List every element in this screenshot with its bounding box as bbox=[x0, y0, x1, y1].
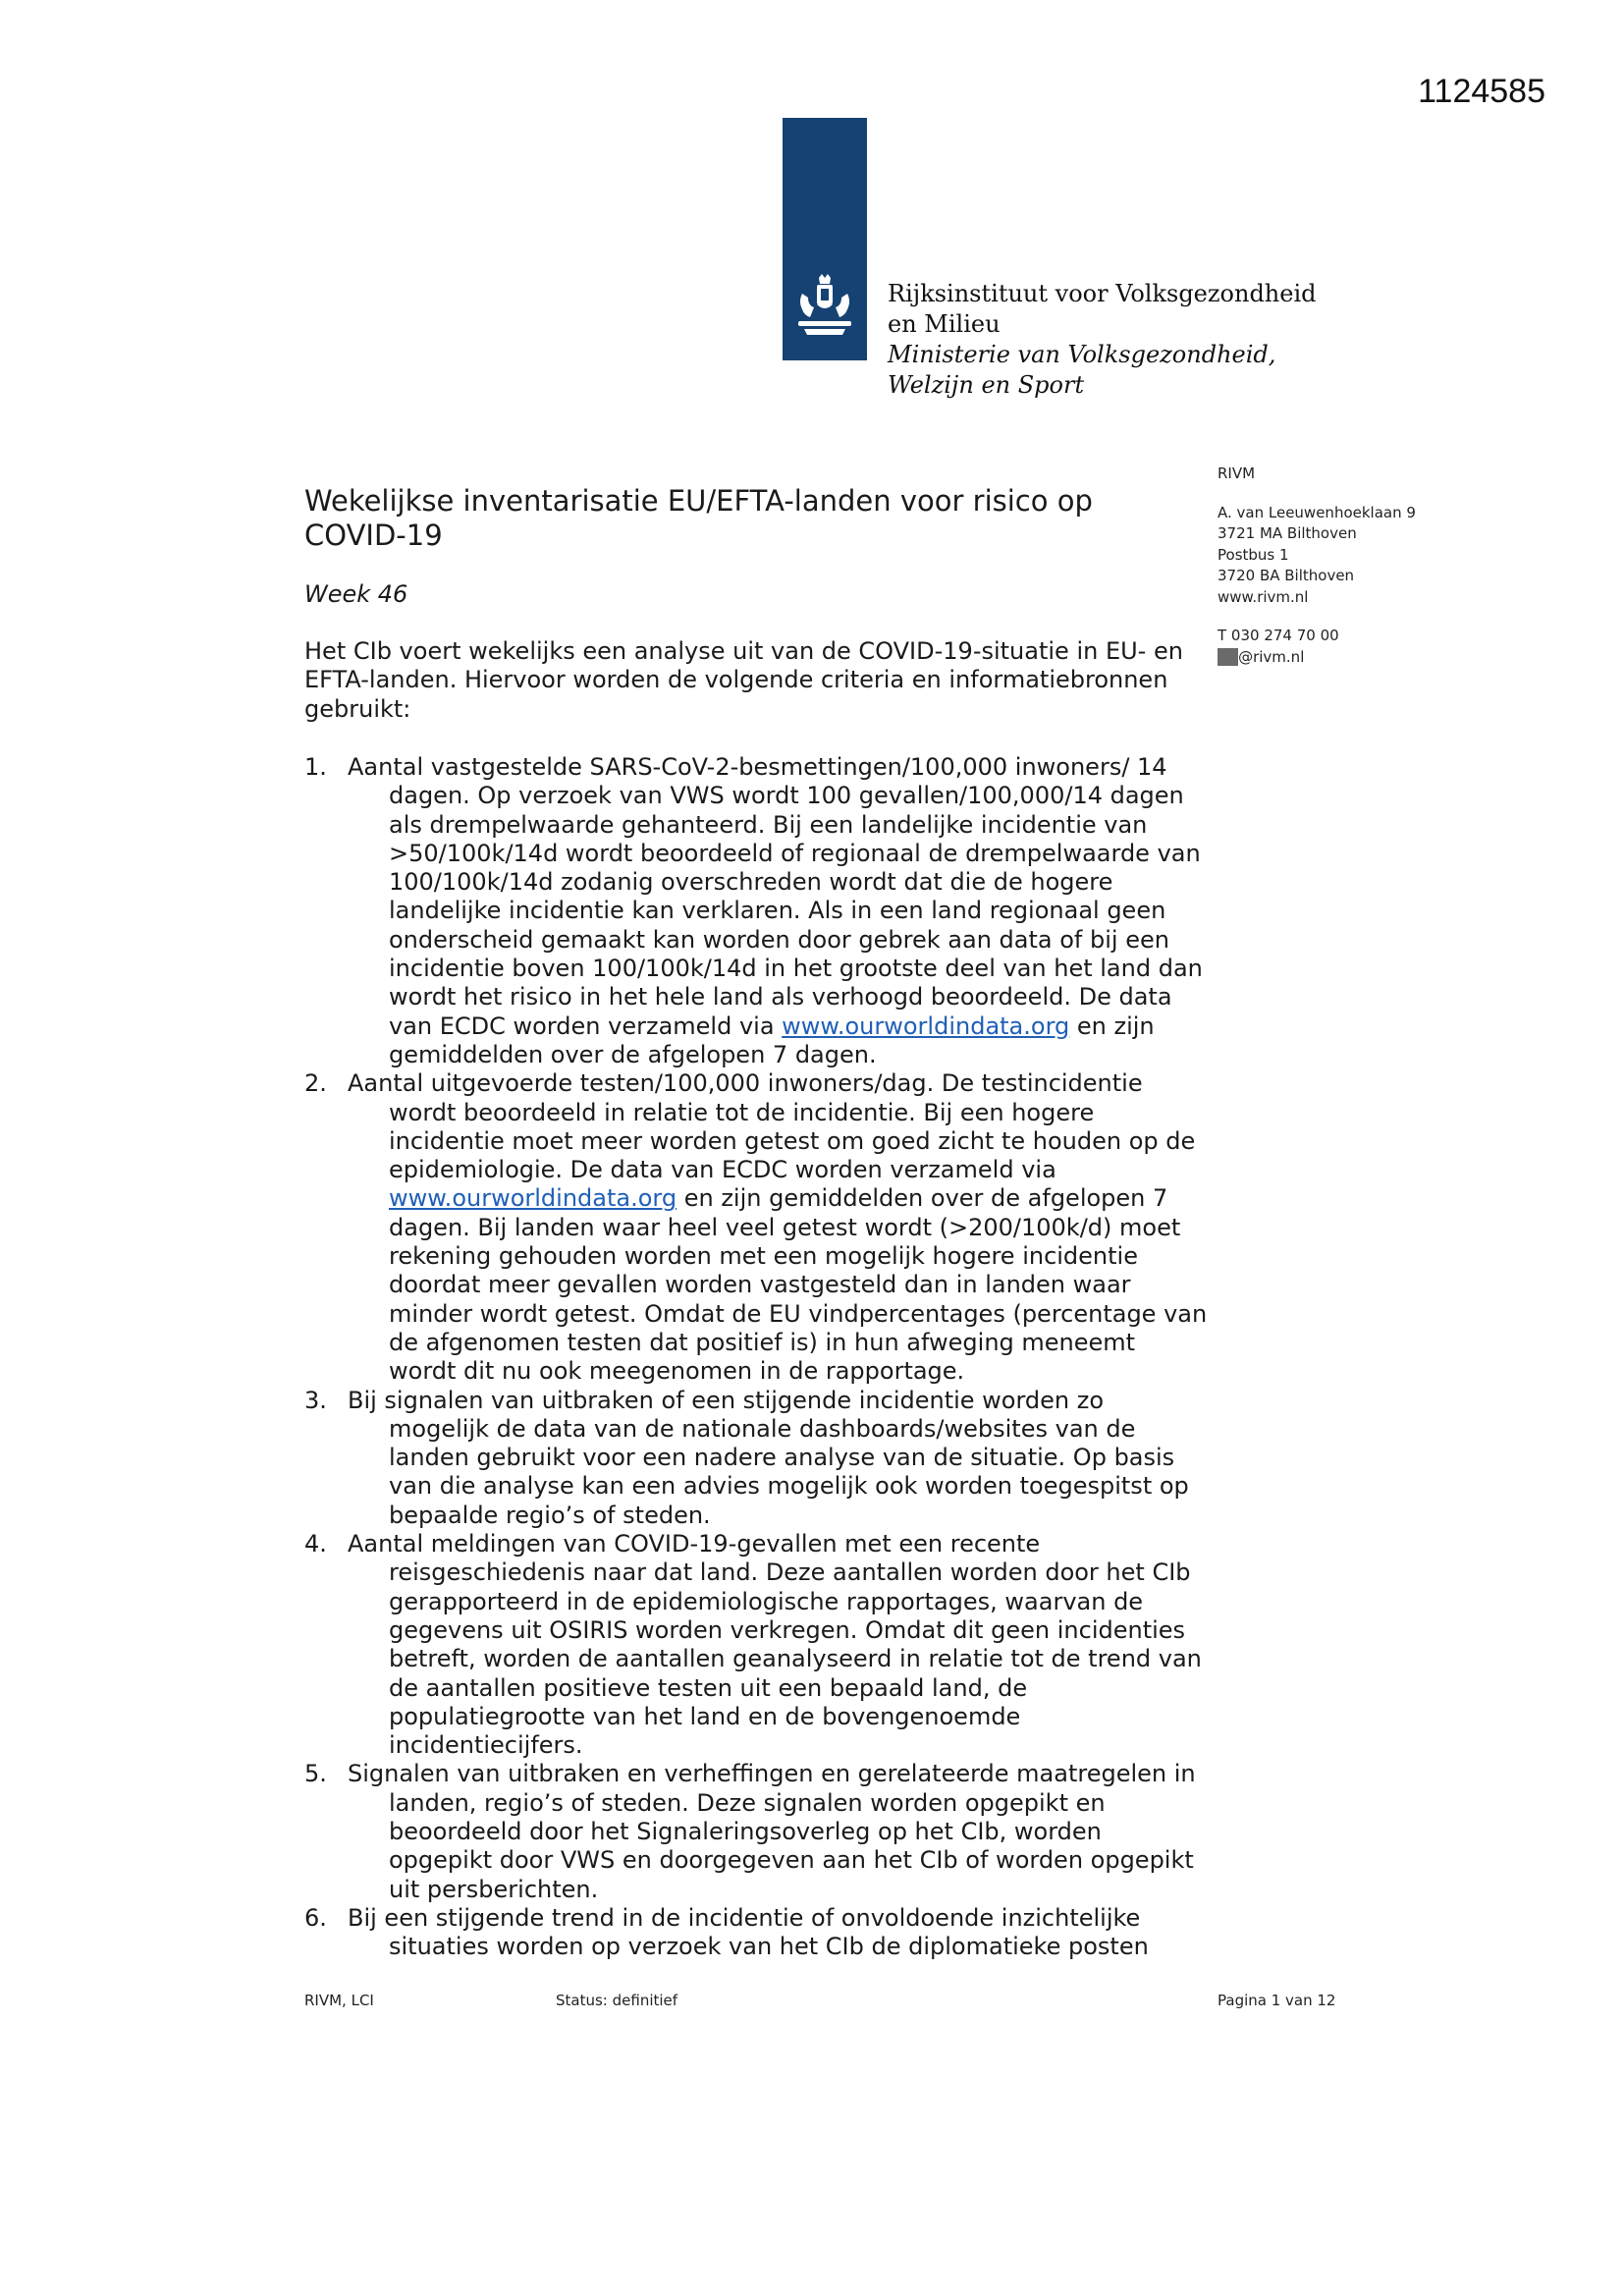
phone-number: T 030 274 70 00 bbox=[1218, 627, 1339, 644]
week-label: Week 46 bbox=[304, 580, 408, 608]
website: www.rivm.nl bbox=[1218, 587, 1309, 606]
contact-details bbox=[1218, 464, 1416, 668]
email-domain: @rivm.nl bbox=[1238, 647, 1305, 666]
document-title: Wekelijkse inventarisatie EU/EFTA-landen voor risico op COVID-19 bbox=[304, 484, 1093, 552]
footer-department: RIVM, LCI bbox=[304, 1992, 374, 2009]
address-line-1: A. van Leeuwenhoeklaan 9 bbox=[1218, 503, 1416, 521]
ourworldindata-link[interactable]: www.ourworldindata.org bbox=[389, 1184, 677, 1213]
coat-of-arms-icon bbox=[790, 272, 859, 341]
criteria-list bbox=[304, 753, 1208, 1961]
intro-paragraph: Het CIb voert wekelijks een analyse uit van de COVID-19-situatie in EU- en EFTA-landen. Hiervoor worden de volgende criteria en informatiebronnen gebruikt: bbox=[304, 637, 1183, 723]
list-item-number: 1. bbox=[304, 753, 327, 781]
rijksoverheid-logo bbox=[783, 118, 867, 360]
document-number: 1124585 bbox=[1418, 73, 1545, 110]
sender-name: RIVM bbox=[1218, 465, 1256, 482]
list-item-number: 3. bbox=[304, 1386, 327, 1414]
list-item-text: Signalen van uitbraken en verheffingen en gerelateerde maatregelen in landen, regio’s of steden. Deze signalen worden opgepikt en beoordeeld door het Signaleringsoverleg op het CIb, worden opgepikt door VWS en doorgegeven aan het CIb of worden opgepikt uit persberichten. bbox=[348, 1760, 1196, 1903]
address-line-4: 3720 BA Bilthoven bbox=[1218, 567, 1355, 584]
ourworldindata-link[interactable]: www.ourworldindata.org bbox=[782, 1011, 1070, 1040]
list-item-number: 6. bbox=[304, 1903, 327, 1932]
org-line-1: Rijksinstituut voor Volksgezondheid bbox=[888, 280, 1317, 307]
organisation-name bbox=[888, 279, 1317, 401]
list-item-text-after: en zijn gemiddelden over de afgelopen 7 dagen. Bij landen waar heel veel getest wordt (>200/100k/d) moet rekening gehouden worden met een mogelijk hogere incidentie doordat meer gevallen worden vastgesteld dan in landen waar minder wordt getest. Omdat de EU vindpercentages (percentage van de afgenomen testen dat positief is) in hun afweging meneemt wordt dit nu ook meegenomen in de rapportage. bbox=[389, 1184, 1208, 1386]
list-item-text: Bij een stijgende trend in de incidentie of onvoldoende inzichtelijke situaties worden op verzoek van het CIb de diplomatieke posten bbox=[348, 1903, 1149, 1961]
list-item-text: Aantal vastgestelde SARS-CoV-2-besmettingen/100,000 inwoners/ 14 dagen. Op verzoek van VWS wordt 100 gevallen/100,000/14 dagen als drempelwaarde gehanteerd. Bij een landelijke incidentie van >50/100k/14d wordt beoordeeld of regionaal de drempelwaarde van 100/100k/14d zodanig overschreden wordt dat die de hogere landelijke incidentie kan verklaren. Als in een land regionaal geen onderscheid gemaakt kan worden door gebrek aan data of bij een incidentie boven 100/100k/14d in het grootste deel van het land dan wordt het risico in het hele land als verhoogd beoordeeld. De data van ECDC worden verzameld via bbox=[348, 753, 1203, 1040]
redaction-block: 11 bbox=[1218, 647, 1238, 666]
list-item-number: 5. bbox=[304, 1760, 327, 1788]
list-item-text: Bij signalen van uitbraken of een stijgende incidentie worden zo mogelijk de data van de nationale dashboards/websites van de landen gebruikt voor een nadere analyse van de situatie. Op basis van die analyse kan een advies mogelijk ook worden toegespitst op bepaalde regio’s of steden. bbox=[348, 1386, 1189, 1529]
address-line-2: 3721 MA Bilthoven bbox=[1218, 524, 1357, 542]
org-line-2: en Milieu bbox=[888, 310, 1001, 338]
list-item bbox=[304, 1069, 1208, 1386]
email-address bbox=[1218, 647, 1416, 669]
list-item bbox=[304, 753, 1208, 1069]
list-item bbox=[304, 1760, 1208, 1903]
list-item-number: 2. bbox=[304, 1069, 327, 1098]
list-item-number: 4. bbox=[304, 1530, 327, 1558]
list-item-text: Aantal meldingen van COVID-19-gevallen met een recente reisgeschiedenis naar dat land. Deze aantallen worden door het CIb gerapporteerd in de epidemiologische rapportages, waarvan de gegevens uit OSIRIS worden verkregen. Omdat dit geen incidenties betreft, worden de aantallen geanalyseerd in relatie tot de trend van de aantallen positieve testen uit een bepaald land, de populatiegrootte van het land en de bovengenoemde incidentiecijfers. bbox=[348, 1530, 1202, 1760]
list-item bbox=[304, 1530, 1208, 1760]
footer-page-number: Pagina 1 van 12 bbox=[1218, 1992, 1336, 2009]
list-item-text-after: en zijn gemiddelden over de afgelopen 7 dagen. bbox=[389, 1011, 1155, 1068]
ministry-line-2: Welzijn en Sport bbox=[888, 371, 1085, 399]
ministry-line-1: Ministerie van Volksgezondheid, bbox=[888, 341, 1276, 368]
list-item-text: Aantal uitgevoerde testen/100,000 inwoners/dag. De testincidentie wordt beoordeeld in relatie tot de incidentie. Bij een hogere incidentie moet meer worden getest om goed zicht te houden op de epidemiologie. De data van ECDC worden verzameld via bbox=[348, 1069, 1196, 1184]
list-item bbox=[304, 1904, 1208, 1962]
list-item bbox=[304, 1387, 1208, 1530]
footer-status: Status: definitief bbox=[556, 1992, 678, 2009]
address-line-3: Postbus 1 bbox=[1218, 545, 1289, 564]
